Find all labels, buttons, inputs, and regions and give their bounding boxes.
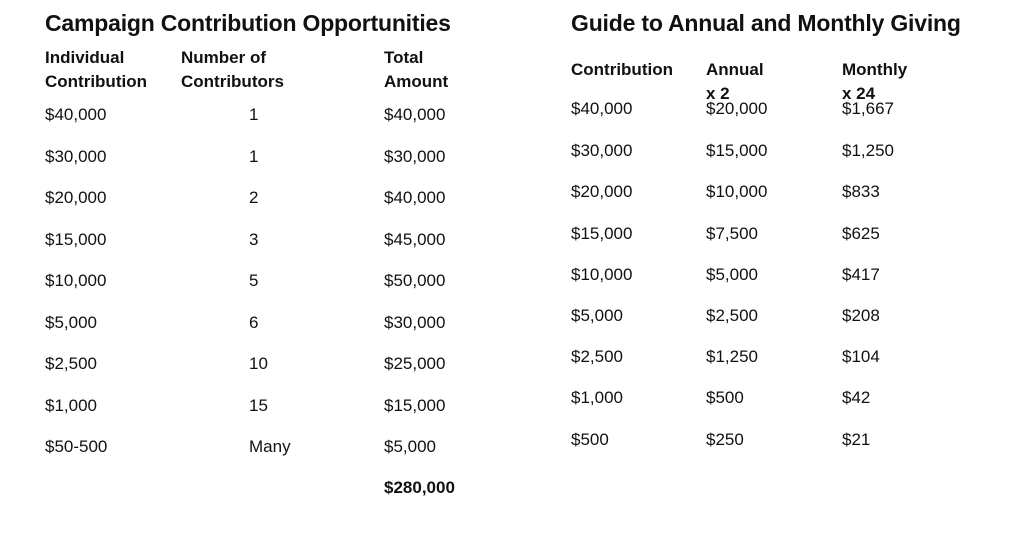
annual-cell: $2,500	[706, 306, 758, 325]
monthly-cell: $104	[842, 347, 880, 366]
total-amount-cell: $15,000	[384, 396, 446, 415]
individual-contribution-cell: $50-500	[45, 437, 108, 456]
individual-contribution-cell: $5,000	[45, 313, 97, 332]
number-of-contributors-cell: 6	[249, 313, 259, 332]
total-amount-cell: $45,000	[384, 230, 446, 249]
contribution-cell: $5,000	[571, 306, 623, 325]
monthly-cell: $42	[842, 388, 871, 407]
number-of-contributors-cell: 2	[249, 188, 259, 207]
total-amount-cell: $50,000	[384, 271, 446, 290]
header-total-amount: Total Amount	[384, 48, 449, 91]
contribution-cell: $2,500	[571, 347, 623, 366]
total-amount-cell: $30,000	[384, 147, 446, 166]
contribution-cell: $40,000	[571, 99, 633, 118]
number-of-contributors-cell: 3	[249, 230, 259, 249]
monthly-cell: $1,250	[842, 141, 894, 160]
number-of-contributors-cell: 1	[249, 105, 259, 124]
contribution-cell: $10,000	[571, 265, 633, 284]
total-amount-cell: $40,000	[384, 105, 446, 124]
annual-cell: $15,000	[706, 141, 768, 160]
monthly-cell: $208	[842, 306, 880, 325]
contribution-cell: $20,000	[571, 182, 633, 201]
annual-cell: $5,000	[706, 265, 758, 284]
individual-contribution-cell: $40,000	[45, 105, 107, 124]
contribution-cell: $1,000	[571, 388, 623, 407]
annual-cell: $7,500	[706, 224, 758, 243]
annual-cell: $250	[706, 430, 744, 449]
grand-total: $280,000	[384, 478, 455, 497]
number-of-contributors-cell: 15	[249, 396, 268, 415]
annual-cell: $20,000	[706, 99, 768, 118]
total-amount-cell: $25,000	[384, 354, 446, 373]
total-amount-cell: $30,000	[384, 313, 446, 332]
individual-contribution-cell: $2,500	[45, 354, 97, 373]
total-amount-cell: $5,000	[384, 437, 436, 456]
individual-contribution-cell: $15,000	[45, 230, 107, 249]
individual-contribution-cell: $10,000	[45, 271, 107, 290]
contribution-cell: $30,000	[571, 141, 633, 160]
campaign-contribution-title: Campaign Contribution Opportunities	[45, 10, 451, 36]
header-annual-x2: Annual x 2	[706, 60, 764, 103]
annual-cell: $10,000	[706, 182, 768, 201]
contribution-cell: $500	[571, 430, 609, 449]
monthly-cell: $625	[842, 224, 880, 243]
contribution-cell: $15,000	[571, 224, 633, 243]
header-number-of-contributors: Number of Contributors	[181, 48, 284, 91]
number-of-contributors-cell: 10	[249, 354, 268, 373]
giving-guide-title: Guide to Annual and Monthly Giving	[571, 10, 961, 36]
header-monthly-x24: Monthly x 24	[842, 60, 908, 103]
individual-contribution-cell: $30,000	[45, 147, 107, 166]
monthly-cell: $21	[842, 430, 871, 449]
individual-contribution-cell: $20,000	[45, 188, 107, 207]
monthly-cell: $833	[842, 182, 880, 201]
annual-cell: $500	[706, 388, 744, 407]
monthly-cell: $417	[842, 265, 880, 284]
annual-cell: $1,250	[706, 347, 758, 366]
number-of-contributors-cell: 5	[249, 271, 259, 290]
header-individual-contribution: Individual Contribution	[45, 48, 147, 91]
monthly-cell: $1,667	[842, 99, 894, 118]
individual-contribution-cell: $1,000	[45, 396, 97, 415]
number-of-contributors-cell: 1	[249, 147, 259, 166]
header-contribution: Contribution	[571, 60, 673, 79]
number-of-contributors-cell: Many	[249, 437, 291, 456]
total-amount-cell: $40,000	[384, 188, 446, 207]
